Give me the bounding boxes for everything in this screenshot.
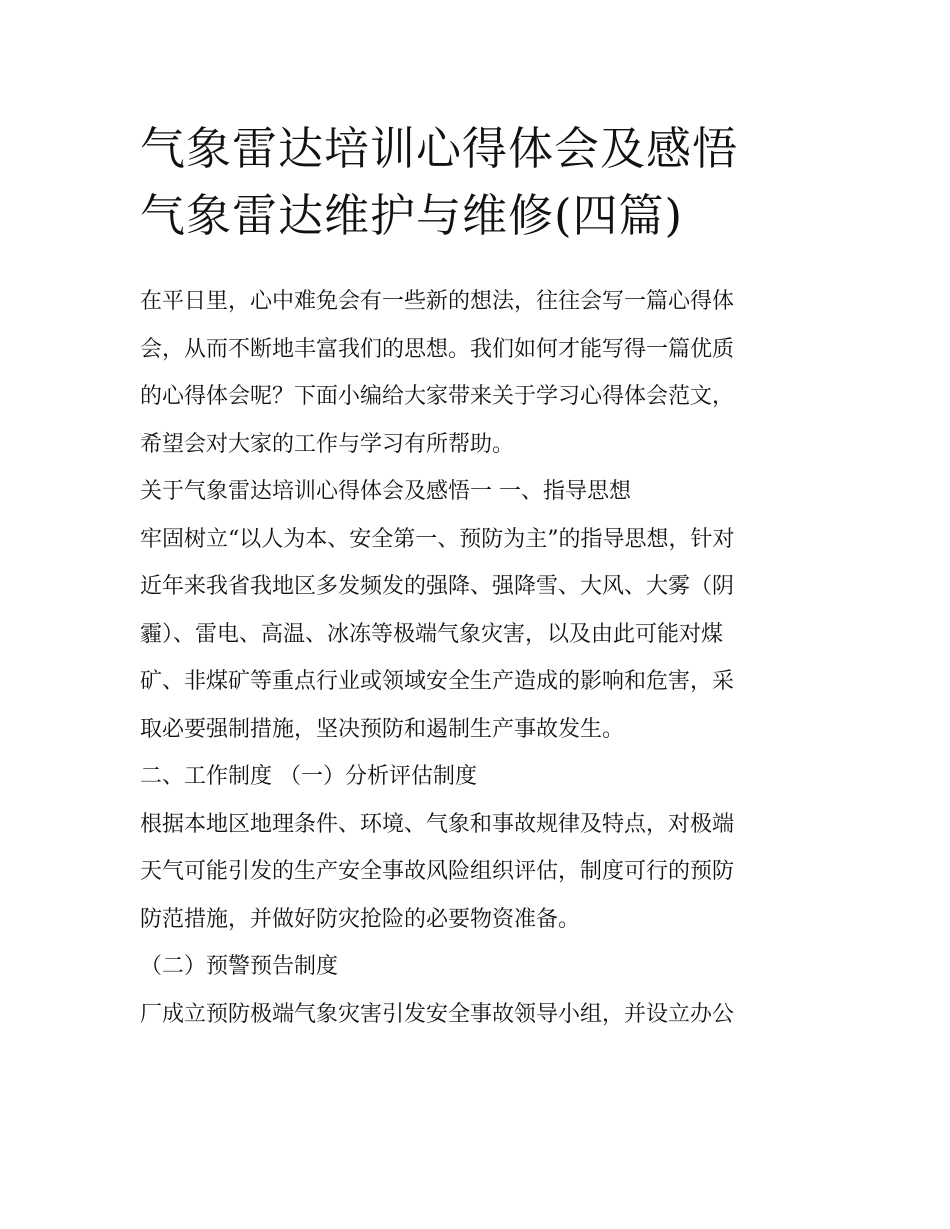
body-line-10: 取必要强制措施，坚决预防和遏制生产事故发生。 <box>140 716 625 742</box>
body-line-16: 厂成立预防极端气象灾害引发安全事故领导小组，并设立办公 <box>140 1001 735 1027</box>
section-heading-guiding-ideology: 关于气象雷达培训心得体会及感悟一 一、指导思想 <box>140 479 631 504</box>
body-line-8: 霾）、雷电、高温、冰冻等极端气象灾害，以及由此可能对煤 <box>140 621 724 647</box>
body-line-9: 矿、非煤矿等重点行业或领域安全生产造成的影响和危害，采 <box>140 669 735 694</box>
body-line-12: 根据本地区地理条件、环境、气象和事故规律及特点，对极端 <box>140 811 735 837</box>
section-heading-work-system: 二、工作制度 （一）分析评估制度 <box>140 764 477 789</box>
body-line-1: 在平日里，心中难免会有一些新的想法，往往会写一篇心得体 <box>140 289 735 314</box>
document-title <box>140 115 820 249</box>
body-line-14: 防范措施，并做好防灾抢险的必要物资准备。 <box>140 906 581 932</box>
body-line-6: 牢固树立“以人为本、安全第一、预防为主”的指导思想，针对 <box>140 526 735 552</box>
body-line-2: 会，从而不断地丰富我们的思想。我们如何才能写得一篇优质 <box>140 336 735 362</box>
section-heading-warning-system: （二）预警预告制度 <box>140 954 339 979</box>
document-body <box>140 278 820 1038</box>
body-line-3: 的心得体会呢？下面小编给大家带来关于学习心得体会范文， <box>140 384 735 409</box>
body-line-4: 希望会对大家的工作与学习有所帮助。 <box>140 431 515 457</box>
body-line-7: 近年来我省我地区多发频发的强降、强降雪、大风、大雾（阴 <box>140 574 735 599</box>
body-line-13: 天气可能引发的生产安全事故风险组织评估，制度可行的预防 <box>140 859 735 884</box>
title-line-1: 气象雷达培训心得体会及感悟 <box>140 122 739 175</box>
title-line-2: 气象雷达维护与维修(四篇) <box>140 189 684 242</box>
